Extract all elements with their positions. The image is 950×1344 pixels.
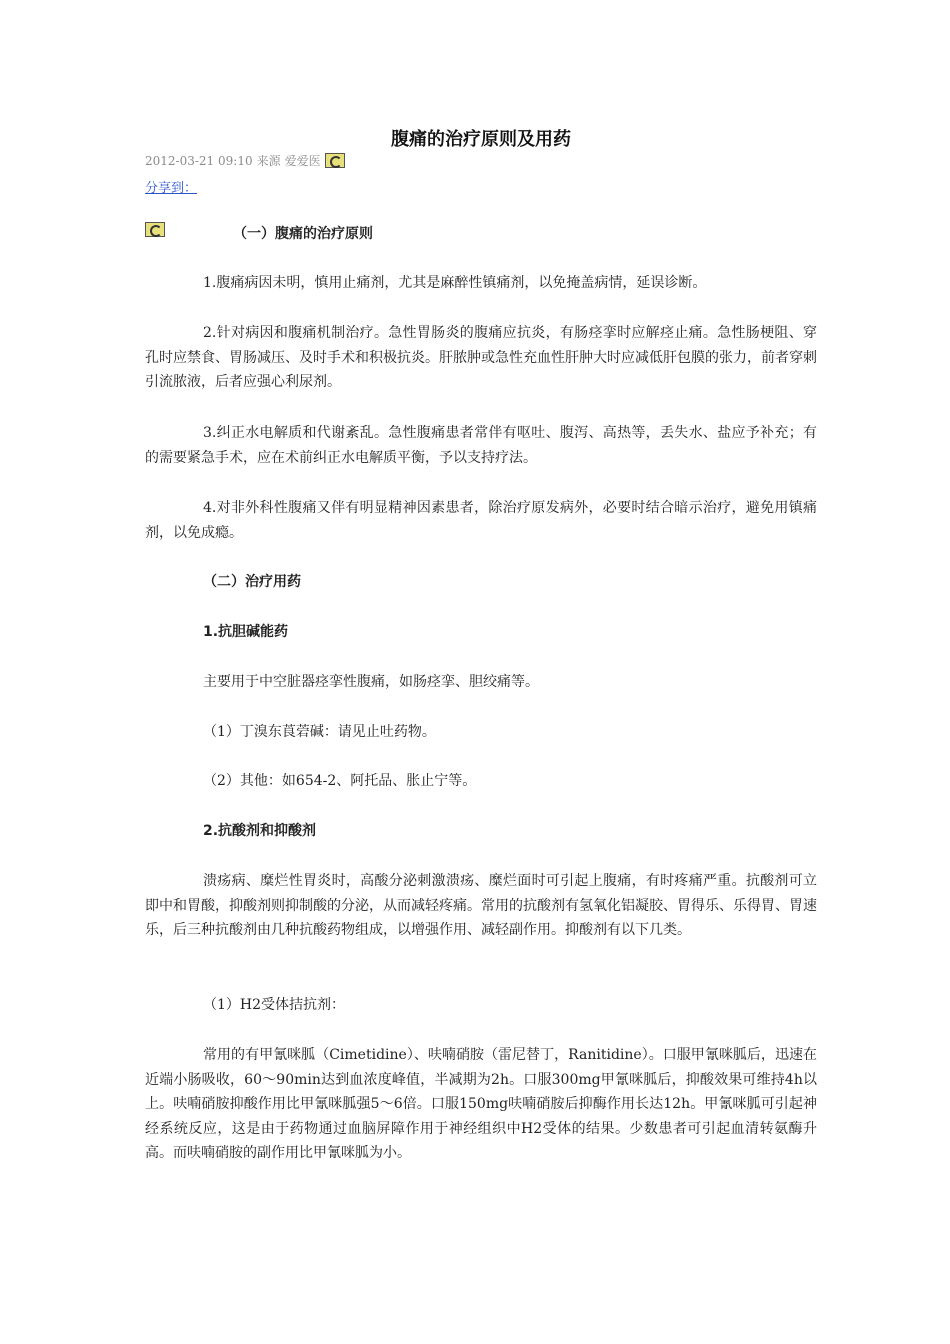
source-name: 爱爱医 [284, 154, 321, 168]
paragraph: 1.腹痛病因未明，慎用止痛剂，尤其是麻醉性镇痛剂，以免掩盖病情，延误诊断。 [203, 275, 707, 291]
article-meta [145, 152, 345, 169]
broken-image-icon [145, 222, 165, 237]
paragraph: （1）H2受体拮抗剂： [203, 997, 346, 1013]
paragraph: （1）丁溴东莨菪碱：请见止吐药物。 [203, 724, 436, 740]
section-heading-principles: （一）腹痛的治疗原则 [233, 226, 373, 242]
broken-image-icon [325, 153, 345, 168]
source-label: 来源 [256, 154, 281, 168]
paragraph: 3.纠正水电解质和代谢紊乱。急性腹痛患者常伴有呕吐、腹泻、高热等，丢失水、盐应予补充；有的需要紧急手术，应在术前纠正水电解质平衡，予以支持疗法。 [145, 425, 817, 466]
share-link[interactable]: 分享到： [145, 181, 198, 196]
paragraph: （2）其他：如654-2、阿托品、胀止宁等。 [203, 773, 477, 789]
publish-date: 2012-03-21 09:10 [145, 153, 253, 168]
subheading: 1.抗胆碱能药 [203, 624, 289, 640]
paragraph: 溃疡病、糜烂性胃炎时，高酸分泌刺激溃疡、糜烂面时可引起上腹痛，有时疼痛严重。抗酸剂可立即中和胃酸，抑酸剂则抑制酸的分泌，从而减轻疼痛。常用的抗酸剂有氢氧化铝凝胶、胃得乐、乐得胃、胃速乐，后三种抗酸剂由几种抗酸药物组成，以增强作用、减轻副作用。抑酸剂有以下几类。 [145, 873, 817, 938]
article-title: 腹痛的治疗原则及用药 [391, 129, 571, 150]
paragraph: 常用的有甲氰咪胍（Cimetidine）、呋喃硝胺（雷尼替丁，Ranitidine）。口服甲氰咪胍后，迅速在近端小肠吸收，60～90min达到血浓度峰值，半减期为2h。口服300mg甲氰咪胍后，抑酸效果可维持4h以上。呋喃硝胺抑酸作用比甲氰咪胍强5～6倍。口服150mg呋喃硝胺后抑酶作用长达12h。甲氰咪胍可引起神经系统反应，这是由于药物通过血脑屏障作用于神经组织中H2受体的结果。少数患者可引起血清转氨酶升高。而呋喃硝胺的副作用比甲氰咪胍为小。 [145, 1047, 817, 1161]
paragraph: 4.对非外科性腹痛又伴有明显精神因素患者，除治疗原发病外，必要时结合暗示治疗，避免用镇痛剂，以免成瘾。 [145, 500, 817, 541]
subheading: 2.抗酸剂和抑酸剂 [203, 823, 317, 839]
paragraph: 2.针对病因和腹痛机制治疗。急性胃肠炎的腹痛应抗炎，有肠痉挛时应解痉止痛。急性肠梗阻、穿孔时应禁食、胃肠减压、及时手术和积极抗炎。肝脓肿或急性充血性肝肿大时应减低肝包膜的张力，前者穿刺引流脓液，后者应强心利尿剂。 [145, 325, 817, 390]
section-heading-drugs: （二）治疗用药 [203, 574, 301, 590]
paragraph: 主要用于中空脏器痉挛性腹痛，如肠痉挛、胆绞痛等。 [203, 674, 539, 690]
